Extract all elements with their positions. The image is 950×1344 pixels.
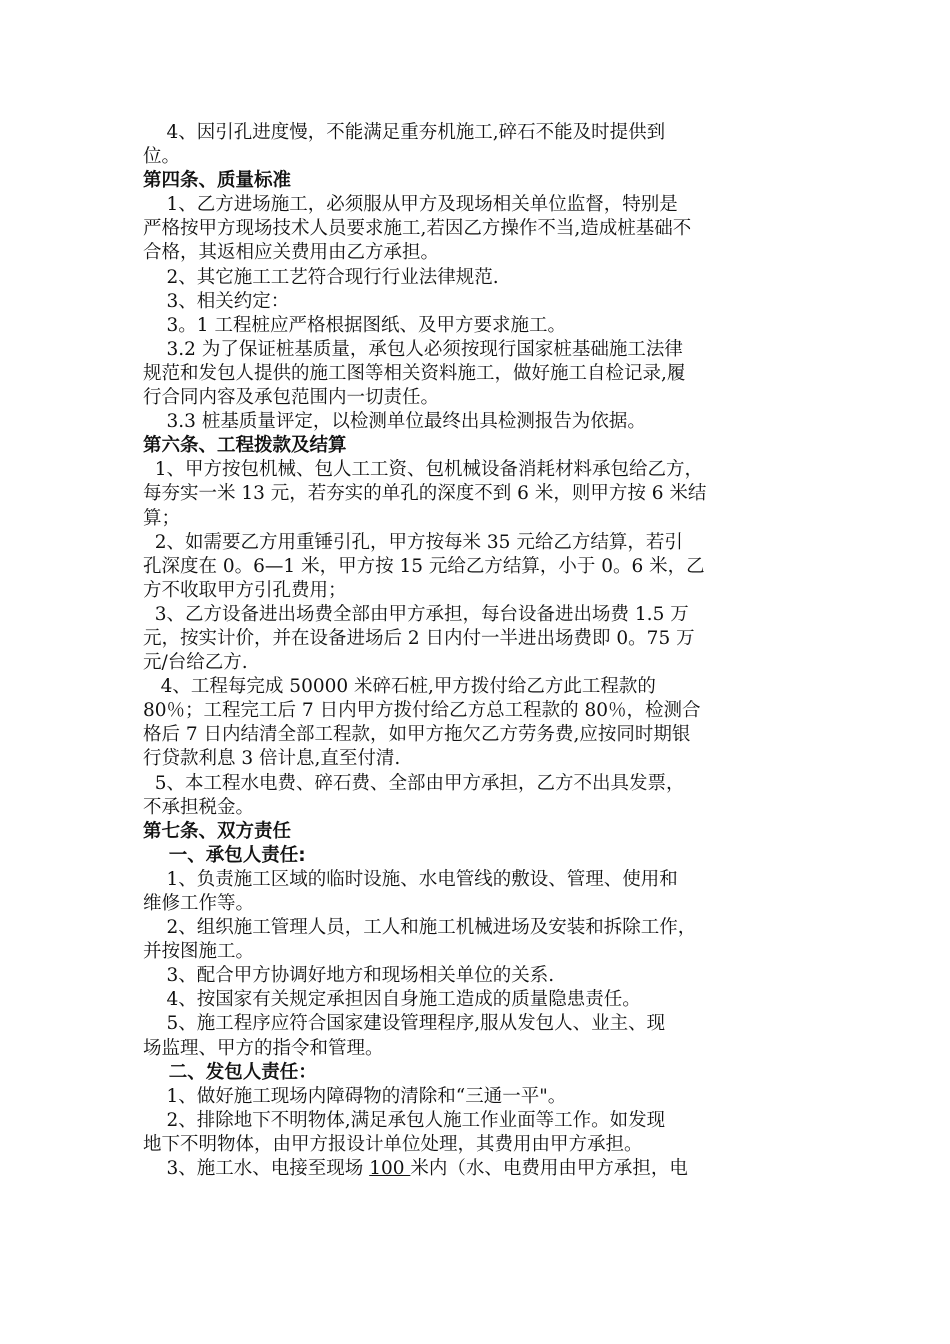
text-line: 4、因引孔进度慢，不能满足重夯机施工,碎石不能及时提供到 bbox=[143, 122, 666, 143]
text-line: 80％；工程完工后 7 日内甲方拨付给乙方总工程款的 80％，检测合 bbox=[143, 700, 701, 722]
text-line: 地下不明物体，由甲方报设计单位处理，其费用由甲方承担。 bbox=[143, 1133, 643, 1155]
text-line: 2、如需要乙方用重锤引孔，甲方按每米 35 元给乙方结算，若引 bbox=[143, 531, 683, 553]
text-line: 格后 7 日内结清全部工程款，如甲方拖欠乙方劳务费,应按同时期银 bbox=[143, 724, 691, 746]
text-line: 4、工程每完成 50000 米碎石桩,甲方拨付给乙方此工程款的 bbox=[143, 676, 656, 698]
section-heading: 第六条、工程拨款及结算 bbox=[143, 435, 347, 457]
section-heading: 二、发包人责任： bbox=[143, 1061, 317, 1083]
text-line: 1、乙方进场施工，必须服从甲方及现场相关单位监督，特别是 bbox=[143, 194, 678, 216]
text-line: 方不收取甲方引孔费用； bbox=[143, 579, 347, 601]
text-line: 3.3 桩基质量评定，以检测单位最终出具检测报告为依据。 bbox=[143, 411, 646, 433]
text-line: 场监理、甲方的指令和管理。 bbox=[143, 1037, 384, 1059]
text-line: 严格按甲方现场技术人员要求施工,若因乙方操作不当,造成桩基础不 bbox=[143, 218, 692, 240]
text-line: 1、做好施工现场内障碍物的清除和“三通一平"。 bbox=[143, 1085, 567, 1107]
text-line: 合格，其返相应关费用由乙方承担。 bbox=[143, 242, 440, 264]
text-line: 3。1 工程桩应严格根据图纸、及甲方要求施工。 bbox=[143, 314, 566, 336]
underlined-number: 100 bbox=[369, 1158, 411, 1180]
text-line: 算； bbox=[143, 507, 181, 529]
text-line: 位。 bbox=[143, 146, 181, 168]
text-line: 3、配合甲方协调好地方和现场相关单位的关系. bbox=[143, 965, 555, 987]
text-segment: 米内（水、电费用由甲方承担，电 bbox=[410, 1158, 688, 1180]
paragraph-lines bbox=[143, 121, 811, 1157]
text-line: 3、乙方设备进出场费全部由甲方承担，每台设备进出场费 1.5 万 bbox=[143, 603, 689, 625]
section-heading: 第四条、质量标准 bbox=[143, 170, 292, 192]
text-line: 5、本工程水电费、碎石费、全部由甲方承担，乙方不出具发票， bbox=[143, 772, 685, 794]
text-line: 4、按国家有关规定承担因自身施工造成的质量隐患责任。 bbox=[143, 989, 641, 1011]
text-line: 并按图施工。 bbox=[143, 941, 255, 963]
text-line: 2、组织施工管理人员，工人和施工机械进场及安装和拆除工作， bbox=[143, 917, 697, 939]
text-line: 每夯实一米 13 元，若夯实的单孔的深度不到 6 米，则甲方按 6 米结 bbox=[143, 483, 707, 505]
text-line: 元，按实计价，并在设备进场后 2 日内付一半进出场费即 0。75 万 bbox=[143, 627, 695, 649]
text-line: 3、相关约定： bbox=[143, 290, 290, 312]
document-body bbox=[143, 121, 811, 1181]
text-line: 规范和发包人提供的施工图等相关资料施工，做好施工自检记录,履 bbox=[143, 362, 686, 384]
text-line: 2、其它施工工艺符合现行行业法律规范. bbox=[143, 266, 499, 288]
text-line: 5、施工程序应符合国家建设管理程序,服从发包人、业主、现 bbox=[143, 1013, 666, 1035]
text-line: 行贷款利息 3 倍计息,直至付清. bbox=[143, 748, 401, 770]
text-line: 行合同内容及承包范围内一切责任。 bbox=[143, 387, 440, 409]
text-segment: 3、施工水、电接至现场 bbox=[143, 1158, 370, 1180]
text-line: 孔深度在 0。6—1 米，甲方按 15 元给乙方结算，小于 0。6 米，乙 bbox=[143, 555, 705, 577]
text-line: 1、负责施工区域的临时设施、水电管线的敷设、管理、使用和 bbox=[143, 868, 678, 890]
text-line: 不承担税金。 bbox=[143, 796, 255, 818]
text-line-last bbox=[143, 1157, 811, 1181]
text-line: 3.2 为了保证桩基质量，承包人必须按现行国家桩基础施工法律 bbox=[143, 338, 683, 360]
text-line: 1、甲方按包机械、包人工工资、包机械设备消耗材料承包给乙方， bbox=[143, 459, 704, 481]
text-line: 维修工作等。 bbox=[143, 893, 255, 914]
text-line: 2、排除地下不明物体,满足承包人施工作业面等工作。如发现 bbox=[143, 1109, 666, 1131]
section-heading: 一、承包人责任: bbox=[143, 844, 306, 866]
section-heading: 第七条、双方责任 bbox=[143, 820, 292, 842]
text-line: 元/台给乙方. bbox=[143, 652, 248, 674]
